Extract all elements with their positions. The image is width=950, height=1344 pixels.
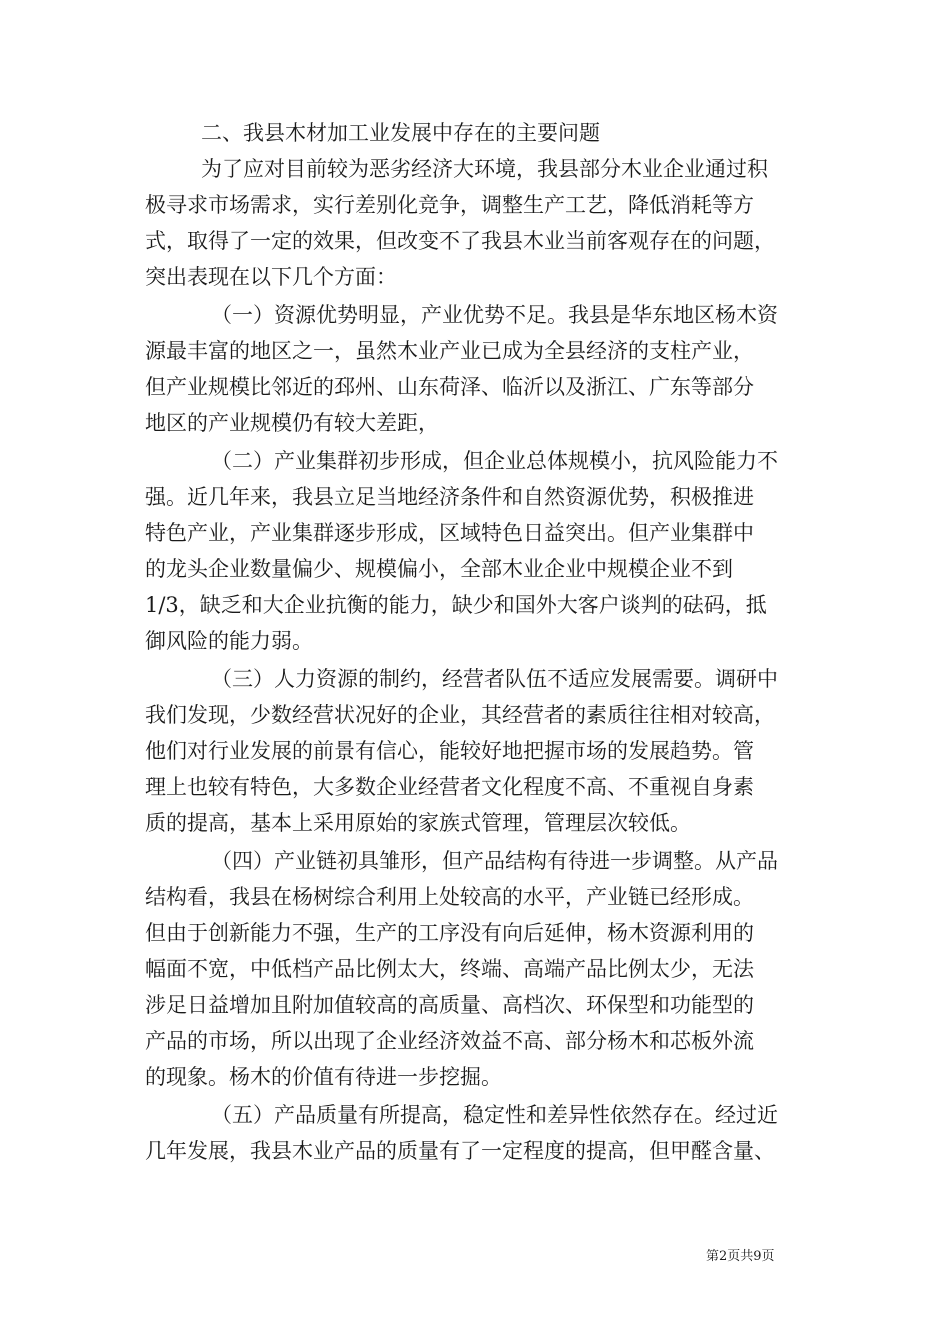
text-line: 1/3，缺乏和大企业抗衡的能力，缺少和国外大客户谈判的砝码，抵 (145, 593, 767, 617)
text-line: 突出表现在以下几个方面： (145, 265, 397, 289)
section-heading: 二、我县木材加工业发展中存在的主要问题 (201, 121, 600, 145)
paragraph-item-3 (145, 661, 805, 841)
text-line: 源最丰富的地区之一，虽然木业产业已成为全县经济的支柱产业， (145, 339, 754, 363)
paragraph-intro (145, 151, 805, 295)
text-line: 御风险的能力弱。 (145, 629, 313, 653)
text-line: （一）资源优势明显，产业优势不足。我县是华东地区杨木资 (211, 303, 778, 327)
text-line: 理上也较有特色，大多数企业经营者文化程度不高、不重视自身素 (145, 775, 754, 799)
text-line: 的现象。杨木的价值有待进一步挖掘。 (145, 1065, 502, 1089)
text-line: 我们发现，少数经营状况好的企业，其经营者的素质往往相对较高， (145, 703, 775, 727)
text-line: 但由于创新能力不强，生产的工序没有向后延伸，杨木资源利用的 (145, 921, 754, 945)
text-line: 特色产业，产业集群逐步形成，区域特色日益突出。但产业集群中 (145, 521, 754, 545)
page-number-footer: 第2页共9页 (706, 1249, 775, 1264)
text-line: 几年发展，我县木业产品的质量有了一定程度的提高，但甲醛含量、 (145, 1139, 775, 1163)
text-line: （五）产品质量有所提高，稳定性和差异性依然存在。经过近 (211, 1103, 778, 1127)
text-line: （四）产业链初具雏形，但产品结构有待进一步调整。从产品 (211, 849, 778, 873)
text-line: 但产业规模比邻近的邳州、山东荷泽、临沂以及浙江、广东等部分 (145, 375, 754, 399)
text-line: 幅面不宽，中低档产品比例太大，终端、高端产品比例太少，无法 (145, 957, 754, 981)
text-line: 的龙头企业数量偏少、规模偏小，全部木业企业中规模企业不到 (145, 557, 733, 581)
text-line: 产品的市场，所以出现了企业经济效益不高、部分杨木和芯板外流 (145, 1029, 754, 1053)
paragraph-item-2 (145, 443, 805, 659)
paragraph-item-1 (145, 297, 805, 441)
text-line: 结构看，我县在杨树综合利用上处较高的水平，产业链已经形成。 (145, 885, 754, 909)
text-line: 为了应对目前较为恶劣经济大环境，我县部分木业企业通过积 (201, 157, 768, 181)
text-line: 他们对行业发展的前景有信心，能较好地把握市场的发展趋势。管 (145, 739, 754, 763)
text-line: （三）人力资源的制约，经营者队伍不适应发展需要。调研中 (211, 667, 778, 691)
text-line: 地区的产业规模仍有较大差距， (145, 411, 439, 435)
text-line: 式，取得了一定的效果，但改变不了我县木业当前客观存在的问题， (145, 229, 775, 253)
text-line: 强。近几年来，我县立足当地经济条件和自然资源优势，积极推进 (145, 485, 754, 509)
text-line: 涉足日益增加且附加值较高的高质量、高档次、环保型和功能型的 (145, 993, 754, 1017)
document-body (145, 116, 805, 1169)
text-line: 质的提高，基本上采用原始的家族式管理，管理层次较低。 (145, 811, 691, 835)
paragraph-item-4 (145, 843, 805, 1095)
text-line: （二）产业集群初步形成，但企业总体规模小，抗风险能力不 (211, 449, 778, 473)
paragraph-item-5 (145, 1097, 805, 1169)
text-line: 极寻求市场需求，实行差别化竞争，调整生产工艺，降低消耗等方 (145, 193, 754, 217)
